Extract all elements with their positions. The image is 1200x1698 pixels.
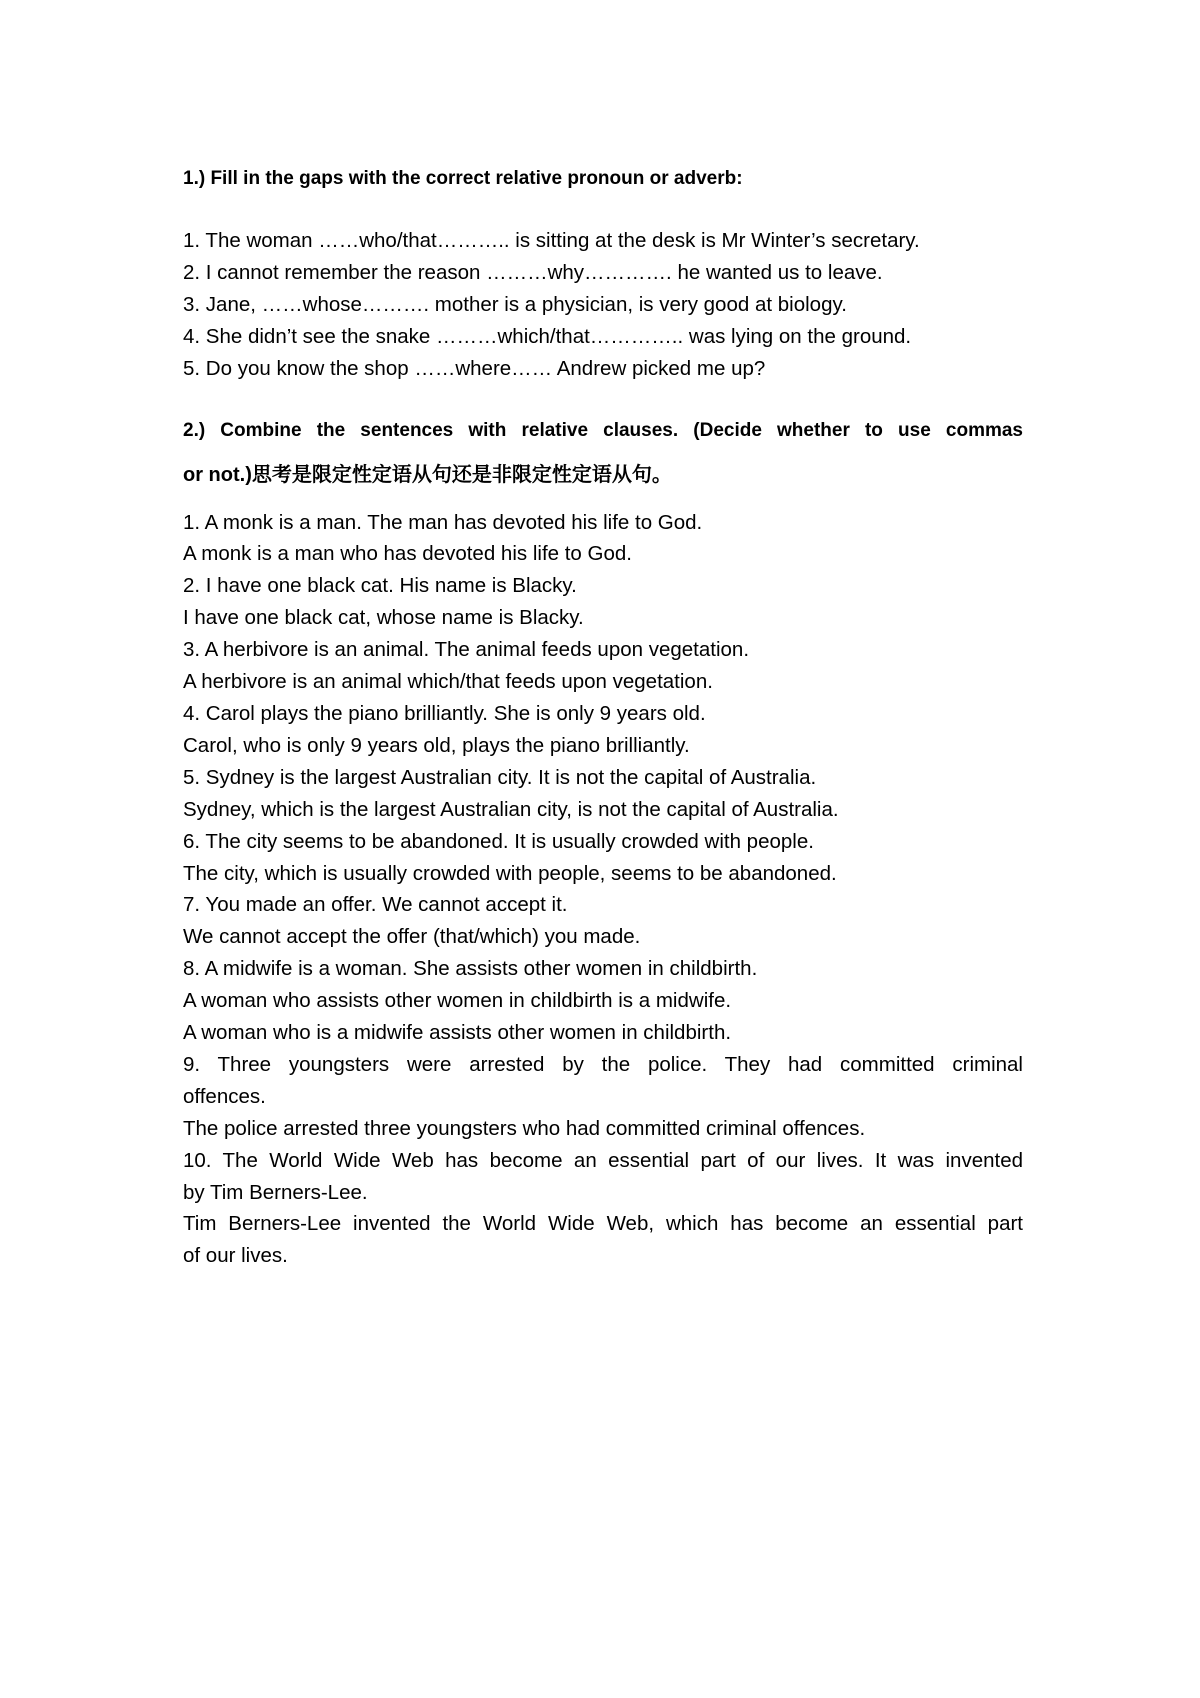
combine-line: 6. The city seems to be abandoned. It is usually crowded with people. bbox=[183, 829, 814, 853]
worksheet-page bbox=[183, 163, 1023, 1272]
combine-line: A monk is a man who has devoted his life to God. bbox=[183, 542, 632, 566]
fill-gap-item-1: 1. The woman ……who/that……….. is sitting at the desk is Mr Winter’s secretary. bbox=[183, 229, 920, 252]
spacer bbox=[183, 447, 1023, 459]
combine-line: A woman who is a midwife assists other women in childbirth. bbox=[183, 1021, 732, 1045]
section-2-heading-line-1: 2.) Combine the sentences with relative clauses. (Decide whether to use commas bbox=[183, 419, 1023, 441]
spacer bbox=[183, 491, 1023, 507]
combine-line: I have one black cat, whose name is Blacky. bbox=[183, 606, 584, 630]
section-1-heading: 1.) Fill in the gaps with the correct relative pronoun or adverb: bbox=[183, 168, 743, 189]
combine-line-wrapped-first bbox=[183, 1145, 1023, 1177]
combine-line: 2. I have one black cat. His name is Blacky. bbox=[183, 574, 577, 598]
combine-line: A woman who assists other women in childbirth is a midwife. bbox=[183, 989, 732, 1013]
combine-line: A herbivore is an animal which/that feeds upon vegetation. bbox=[183, 670, 713, 694]
combine-line: The city, which is usually crowded with people, seems to be abandoned. bbox=[183, 861, 837, 885]
combine-line: 1. A monk is a man. The man has devoted his life to God. bbox=[183, 510, 703, 534]
spacer bbox=[183, 195, 1023, 225]
combine-line-text: Tim Berners-Lee invented the World Wide Web, which has become an essential part bbox=[183, 1212, 1023, 1236]
combine-line: 7. You made an offer. We cannot accept it. bbox=[183, 893, 568, 917]
combine-line: 3. A herbivore is an animal. The animal feeds upon vegetation. bbox=[183, 638, 750, 662]
combine-line-text: 10. The World Wide Web has become an essential part of our lives. It was invented bbox=[183, 1148, 1023, 1172]
section-1-items bbox=[183, 225, 1023, 385]
combine-line: 8. A midwife is a woman. She assists other women in childbirth. bbox=[183, 957, 758, 981]
fill-gap-item-4: 4. She didn’t see the snake ………which/that………….. was lying on the ground. bbox=[183, 324, 912, 348]
combine-line: 4. Carol plays the piano brilliantly. She is only 9 years old. bbox=[183, 701, 706, 725]
combine-line-wrapped-rest: by Tim Berners-Lee. bbox=[183, 1180, 368, 1204]
combine-line-text: 9. Three youngsters were arrested by the police. They had committed criminal bbox=[183, 1052, 1023, 1076]
combine-line-wrapped-rest: of our lives. bbox=[183, 1244, 288, 1268]
combine-line: Sydney, which is the largest Australian city, is not the capital of Australia. bbox=[183, 797, 839, 821]
combine-line-wrapped-rest: offences. bbox=[183, 1084, 266, 1108]
spacer bbox=[183, 385, 1023, 415]
combine-line-wrapped-first bbox=[183, 1049, 1023, 1081]
section-2-heading-line-2: or not.)思考是限定性定语从句还是非限定性定语从句。 bbox=[183, 463, 672, 486]
fill-gap-item-2: 2. I cannot remember the reason ………why…………. he wanted us to leave. bbox=[183, 260, 883, 284]
combine-line: Carol, who is only 9 years old, plays the piano brilliantly. bbox=[183, 733, 690, 757]
combine-line: We cannot accept the offer (that/which) you made. bbox=[183, 925, 641, 949]
section-2-lines bbox=[183, 507, 1023, 1273]
combine-line: 5. Sydney is the largest Australian city. It is not the capital of Australia. bbox=[183, 765, 817, 789]
fill-gap-item-3: 3. Jane, ……whose………. mother is a physician, is very good at biology. bbox=[183, 292, 847, 316]
combine-line-wrapped-first bbox=[183, 1208, 1023, 1240]
fill-gap-item-5: 5. Do you know the shop ……where…… Andrew picked me up? bbox=[183, 356, 766, 380]
combine-line: The police arrested three youngsters who had committed criminal offences. bbox=[183, 1116, 866, 1140]
